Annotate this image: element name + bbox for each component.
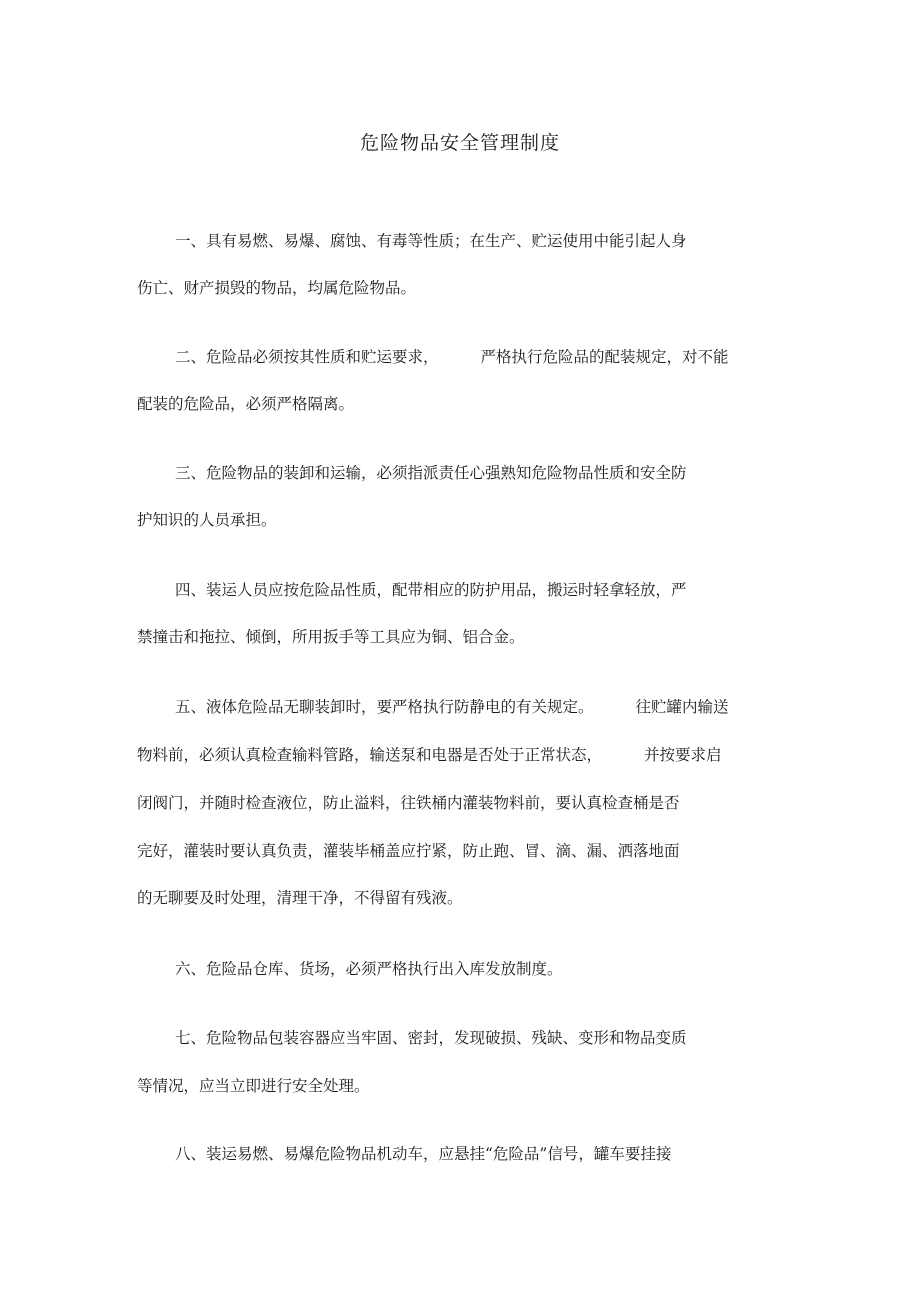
paragraph-5-line-5: 的无聊要及时处理，清理干净，不得留有残液。 <box>137 889 463 907</box>
paragraph-3-line-2: 护知识的人员承担。 <box>137 511 277 529</box>
paragraph-6-line-1: 六、危险品仓库、货场，必须严格执行出入库发放制度。 <box>175 960 563 978</box>
paragraph-8-line-1: 八、装运易燃、易爆危险物品机动车，应悬挂“危险品”信号，罐车要挂接 <box>175 1145 672 1163</box>
paragraph-2-line-2: 配装的危险品，必须严格隔离。 <box>137 395 355 413</box>
paragraph-2-line-1-part-a: 二、危险品必须按其性质和贮运要求， <box>175 348 439 366</box>
paragraph-5-line-2-part-a: 物料前，必须认真检查输料管路，输送泵和电器是否处于正常状态， <box>137 746 603 764</box>
paragraph-3-line-1: 三、危险物品的装卸和运输，必须指派责任心强熟知危险物品性质和安全防 <box>175 464 687 482</box>
paragraph-7-line-2: 等情况，应当立即进行安全处理。 <box>137 1077 370 1095</box>
paragraph-5-line-3: 闭阀门，并随时检查液位，防止溢料，往铁桶内灌装物料前，要认真检查桶是否 <box>137 794 680 812</box>
paragraph-5-line-1 <box>175 697 729 717</box>
paragraph-5-line-4: 完好，灌装时要认真负责，灌装毕桶盖应拧紧，防止跑、冒、滴、漏、洒落地面 <box>137 842 680 860</box>
document-title: 危险物品安全管理制度 <box>359 132 560 154</box>
paragraph-5-line-1-part-b: 往贮罐内输送 <box>635 698 729 716</box>
paragraph-1-line-2: 伤亡、财产损毁的物品，均属危险物品。 <box>137 279 417 297</box>
paragraph-2-line-1-part-b: 严格执行危险品的配装规定，对不能 <box>480 348 729 366</box>
paragraph-5-line-2 <box>137 745 722 765</box>
paragraph-4-line-1: 四、装运人员应按危险品性质，配带相应的防护用品，搬运时轻拿轻放，严 <box>175 581 687 599</box>
paragraph-2-line-1 <box>175 347 729 367</box>
paragraph-1-line-1: 一、具有易燃、易爆、腐蚀、有毒等性质；在生产、贮运使用中能引起人身 <box>175 232 687 250</box>
paragraph-5-line-1-part-a: 五、液体危险品无聊装卸时，要严格执行防静电的有关规定。 <box>175 698 594 716</box>
paragraph-7-line-1: 七、危险物品包装容器应当牢固、密封，发现破损、残缺、变形和物品变质 <box>175 1029 687 1047</box>
paragraph-5-line-2-part-b: 并按要求启 <box>644 746 722 764</box>
paragraph-4-line-2: 禁撞击和拖拉、倾倒，所用扳手等工具应为铜、铝合金。 <box>137 628 525 646</box>
